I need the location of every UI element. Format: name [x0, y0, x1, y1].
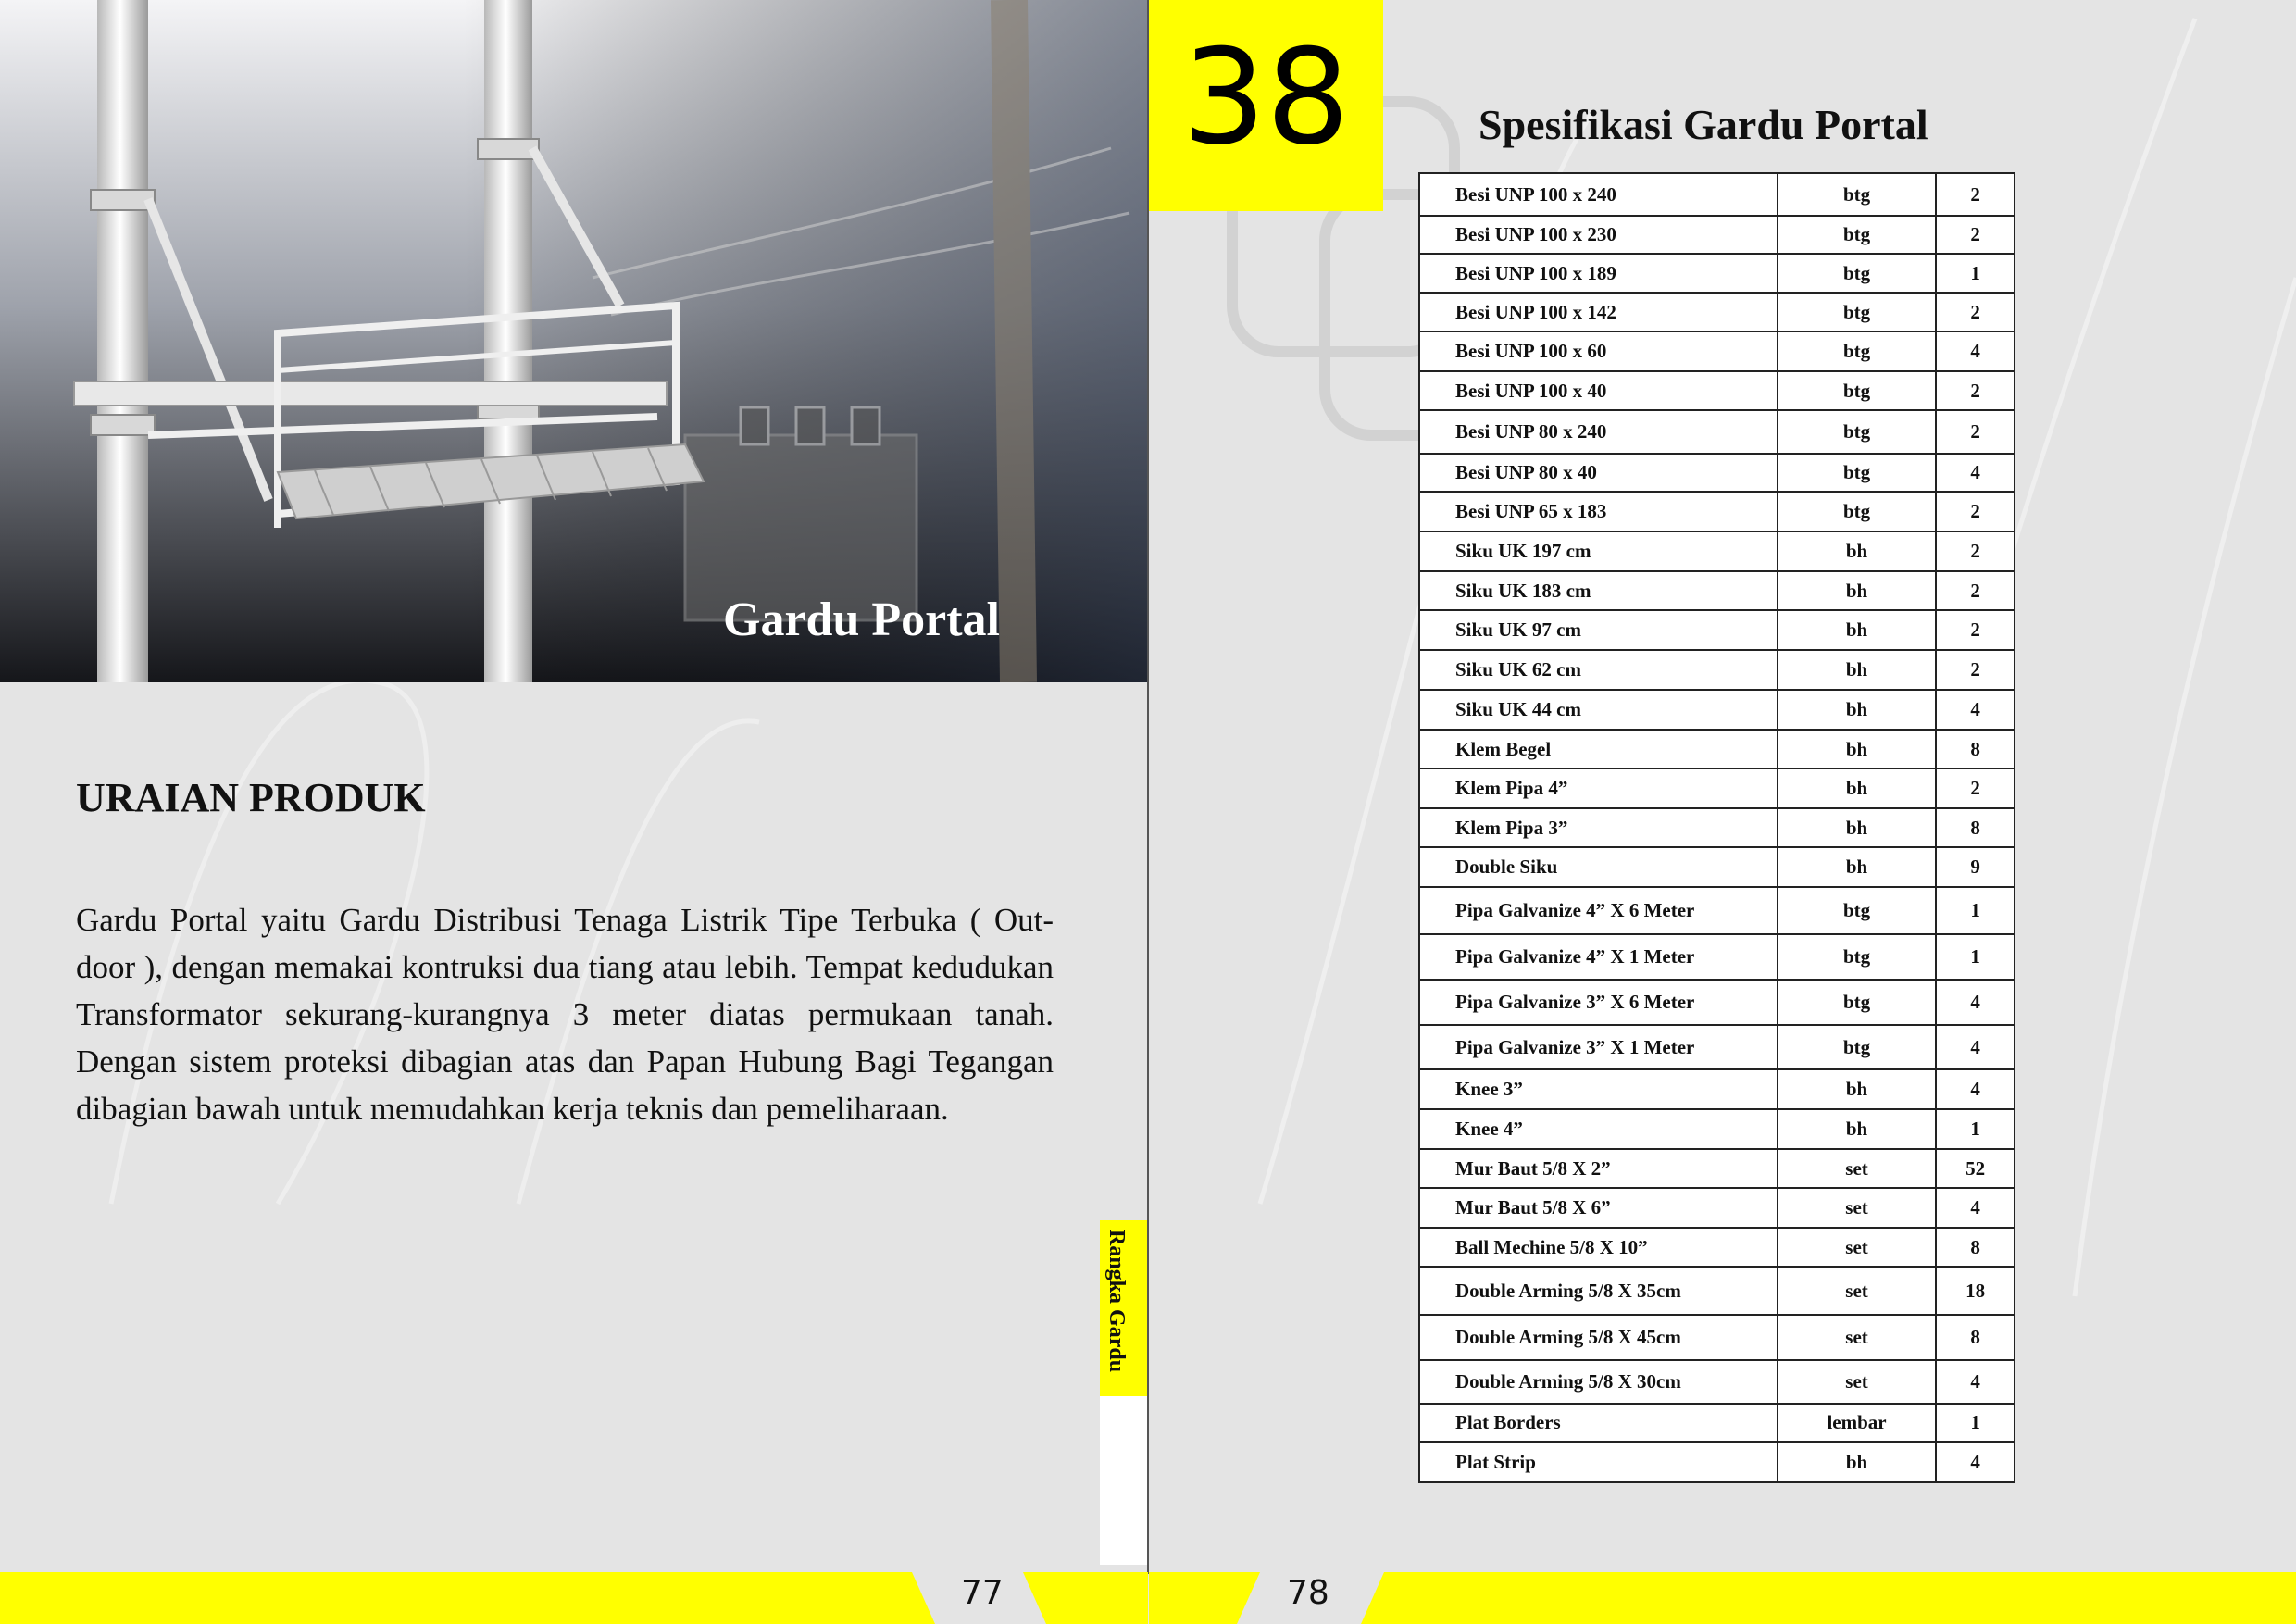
item-cell: Knee 4” — [1419, 1109, 1778, 1149]
table-row — [1419, 887, 2015, 934]
item-cell: Besi UNP 100 x 189 — [1419, 254, 1778, 293]
table-row — [1419, 730, 2015, 768]
unit-cell: set — [1778, 1149, 1937, 1188]
unit-cell: set — [1778, 1188, 1937, 1228]
table-row — [1419, 1025, 2015, 1069]
qty-cell: 2 — [1936, 410, 2015, 454]
item-cell: Besi UNP 100 x 40 — [1419, 371, 1778, 410]
footer-band-right — [1361, 1572, 2296, 1624]
item-cell: Double Arming 5/8 X 35cm — [1419, 1267, 1778, 1315]
table-row — [1419, 610, 2015, 650]
unit-cell: btg — [1778, 410, 1937, 454]
item-cell: Mur Baut 5/8 X 2” — [1419, 1149, 1778, 1188]
item-cell: Besi UNP 100 x 230 — [1419, 216, 1778, 254]
qty-cell: 2 — [1936, 531, 2015, 571]
qty-cell: 2 — [1936, 768, 2015, 808]
unit-cell: set — [1778, 1228, 1937, 1267]
qty-cell: 4 — [1936, 331, 2015, 371]
table-row — [1419, 492, 2015, 531]
item-cell: Besi UNP 100 x 142 — [1419, 293, 1778, 331]
table-row — [1419, 1149, 2015, 1188]
unit-cell: bh — [1778, 610, 1937, 650]
item-cell: Besi UNP 100 x 240 — [1419, 173, 1778, 216]
right-page — [1149, 0, 2296, 1624]
table-row — [1419, 331, 2015, 371]
item-cell: Klem Pipa 3” — [1419, 808, 1778, 847]
qty-cell: 1 — [1936, 1109, 2015, 1149]
unit-cell: set — [1778, 1315, 1937, 1360]
item-cell: Siku UK 197 cm — [1419, 531, 1778, 571]
table-row — [1419, 1069, 2015, 1109]
qty-cell: 4 — [1936, 1069, 2015, 1109]
table-row — [1419, 768, 2015, 808]
table-row — [1419, 1228, 2015, 1267]
qty-cell: 9 — [1936, 847, 2015, 887]
side-tab — [1100, 1220, 1148, 1565]
item-cell: Double Siku — [1419, 847, 1778, 887]
item-cell: Siku UK 44 cm — [1419, 690, 1778, 730]
table-row — [1419, 173, 2015, 216]
item-cell: Pipa Galvanize 3” X 6 Meter — [1419, 980, 1778, 1025]
item-cell: Siku UK 183 cm — [1419, 571, 1778, 610]
table-row — [1419, 980, 2015, 1025]
item-cell: Ball Mechine 5/8 X 10” — [1419, 1228, 1778, 1267]
spec-title: Spesifikasi Gardu Portal — [1479, 101, 1928, 148]
qty-cell: 4 — [1936, 690, 2015, 730]
table-row — [1419, 1188, 2015, 1228]
item-cell: Klem Begel — [1419, 730, 1778, 768]
unit-cell: btg — [1778, 216, 1937, 254]
chapter-box — [1149, 0, 1383, 211]
qty-cell: 2 — [1936, 173, 2015, 216]
item-cell: Besi UNP 65 x 183 — [1419, 492, 1778, 531]
qty-cell: 4 — [1936, 980, 2015, 1025]
unit-cell: bh — [1778, 531, 1937, 571]
qty-cell: 2 — [1936, 610, 2015, 650]
item-cell: Double Arming 5/8 X 30cm — [1419, 1360, 1778, 1404]
table-row — [1419, 650, 2015, 690]
qty-cell: 8 — [1936, 1315, 2015, 1360]
table-row — [1419, 1404, 2015, 1442]
spec-table — [1418, 172, 2015, 1483]
table-row — [1419, 410, 2015, 454]
unit-cell: set — [1778, 1360, 1937, 1404]
qty-cell: 8 — [1936, 1228, 2015, 1267]
unit-cell: btg — [1778, 934, 1937, 980]
qty-cell: 1 — [1936, 887, 2015, 934]
item-cell: Plat Borders — [1419, 1404, 1778, 1442]
table-row — [1419, 1109, 2015, 1149]
unit-cell: bh — [1778, 808, 1937, 847]
item-cell: Siku UK 62 cm — [1419, 650, 1778, 690]
qty-cell: 4 — [1936, 1442, 2015, 1482]
table-row — [1419, 808, 2015, 847]
unit-cell: btg — [1778, 980, 1937, 1025]
unit-cell: btg — [1778, 887, 1937, 934]
item-cell: Double Arming 5/8 X 45cm — [1419, 1315, 1778, 1360]
unit-cell: set — [1778, 1267, 1937, 1315]
qty-cell: 8 — [1936, 808, 2015, 847]
table-row — [1419, 531, 2015, 571]
qty-cell: 2 — [1936, 371, 2015, 410]
gardu-portal-illustration — [0, 0, 1148, 682]
qty-cell: 1 — [1936, 254, 2015, 293]
unit-cell: bh — [1778, 650, 1937, 690]
photo-title: Gardu Portal — [723, 593, 1000, 646]
unit-cell: bh — [1778, 730, 1937, 768]
unit-cell: bh — [1778, 571, 1937, 610]
item-cell: Pipa Galvanize 4” X 6 Meter — [1419, 887, 1778, 934]
product-description: Gardu Portal yaitu Gardu Distribusi Tenaga Listrik Tipe Terbuka ( Out-door ), dengan memakai kontruksi dua tiang atau lebih. Tempat kedudukan Transformator sekurang-kurangnya 3 meter diatas permukaan tanah. Dengan sistem proteksi dibagian atas dan Papan Hubung Bagi Tegangan dibagian bawah untuk memudahkan kerja teknis dan pemeliharaan. — [76, 902, 1054, 1127]
table-row — [1419, 1315, 2015, 1360]
table-row — [1419, 371, 2015, 410]
item-cell: Pipa Galvanize 4” X 1 Meter — [1419, 934, 1778, 980]
table-row — [1419, 571, 2015, 610]
unit-cell: btg — [1778, 254, 1937, 293]
unit-cell: btg — [1778, 1025, 1937, 1069]
table-row — [1419, 1442, 2015, 1482]
unit-cell: btg — [1778, 371, 1937, 410]
section-heading: URAIAN PRODUK — [76, 775, 426, 820]
table-row — [1419, 454, 2015, 492]
item-cell: Mur Baut 5/8 X 6” — [1419, 1188, 1778, 1228]
unit-cell: btg — [1778, 173, 1937, 216]
unit-cell: lembar — [1778, 1404, 1937, 1442]
table-row — [1419, 293, 2015, 331]
table-row — [1419, 1267, 2015, 1315]
chapter-number: 38 — [1182, 21, 1350, 174]
item-cell: Plat Strip — [1419, 1442, 1778, 1482]
table-row — [1419, 254, 2015, 293]
qty-cell: 2 — [1936, 293, 2015, 331]
item-cell: Pipa Galvanize 3” X 1 Meter — [1419, 1025, 1778, 1069]
item-cell: Besi UNP 100 x 60 — [1419, 331, 1778, 371]
unit-cell: bh — [1778, 847, 1937, 887]
unit-cell: btg — [1778, 454, 1937, 492]
table-row — [1419, 216, 2015, 254]
unit-cell: btg — [1778, 331, 1937, 371]
qty-cell: 1 — [1936, 1404, 2015, 1442]
qty-cell: 4 — [1936, 454, 2015, 492]
qty-cell: 52 — [1936, 1149, 2015, 1188]
qty-cell: 4 — [1936, 1360, 2015, 1404]
unit-cell: btg — [1778, 293, 1937, 331]
qty-cell: 2 — [1936, 650, 2015, 690]
item-cell: Siku UK 97 cm — [1419, 610, 1778, 650]
qty-cell: 2 — [1936, 216, 2015, 254]
table-row — [1419, 847, 2015, 887]
unit-cell: bh — [1778, 1069, 1937, 1109]
qty-cell: 18 — [1936, 1267, 2015, 1315]
unit-cell: btg — [1778, 492, 1937, 531]
gardu-portal-photo — [0, 0, 1148, 682]
item-cell: Klem Pipa 4” — [1419, 768, 1778, 808]
table-row — [1419, 934, 2015, 980]
page-number-right: 78 — [1287, 1574, 1329, 1612]
qty-cell: 4 — [1936, 1025, 2015, 1069]
qty-cell: 2 — [1936, 571, 2015, 610]
side-tab-label: Rangka Gardu — [1104, 1230, 1129, 1373]
qty-cell: 8 — [1936, 730, 2015, 768]
qty-cell: 4 — [1936, 1188, 2015, 1228]
item-cell: Besi UNP 80 x 40 — [1419, 454, 1778, 492]
unit-cell: bh — [1778, 768, 1937, 808]
item-cell: Besi UNP 80 x 240 — [1419, 410, 1778, 454]
table-row — [1419, 1360, 2015, 1404]
qty-cell: 2 — [1936, 492, 2015, 531]
unit-cell: bh — [1778, 690, 1937, 730]
unit-cell: bh — [1778, 1109, 1937, 1149]
qty-cell: 1 — [1936, 934, 2015, 980]
table-row — [1419, 690, 2015, 730]
page-number-left: 77 — [961, 1574, 1004, 1612]
unit-cell: bh — [1778, 1442, 1937, 1482]
item-cell: Knee 3” — [1419, 1069, 1778, 1109]
